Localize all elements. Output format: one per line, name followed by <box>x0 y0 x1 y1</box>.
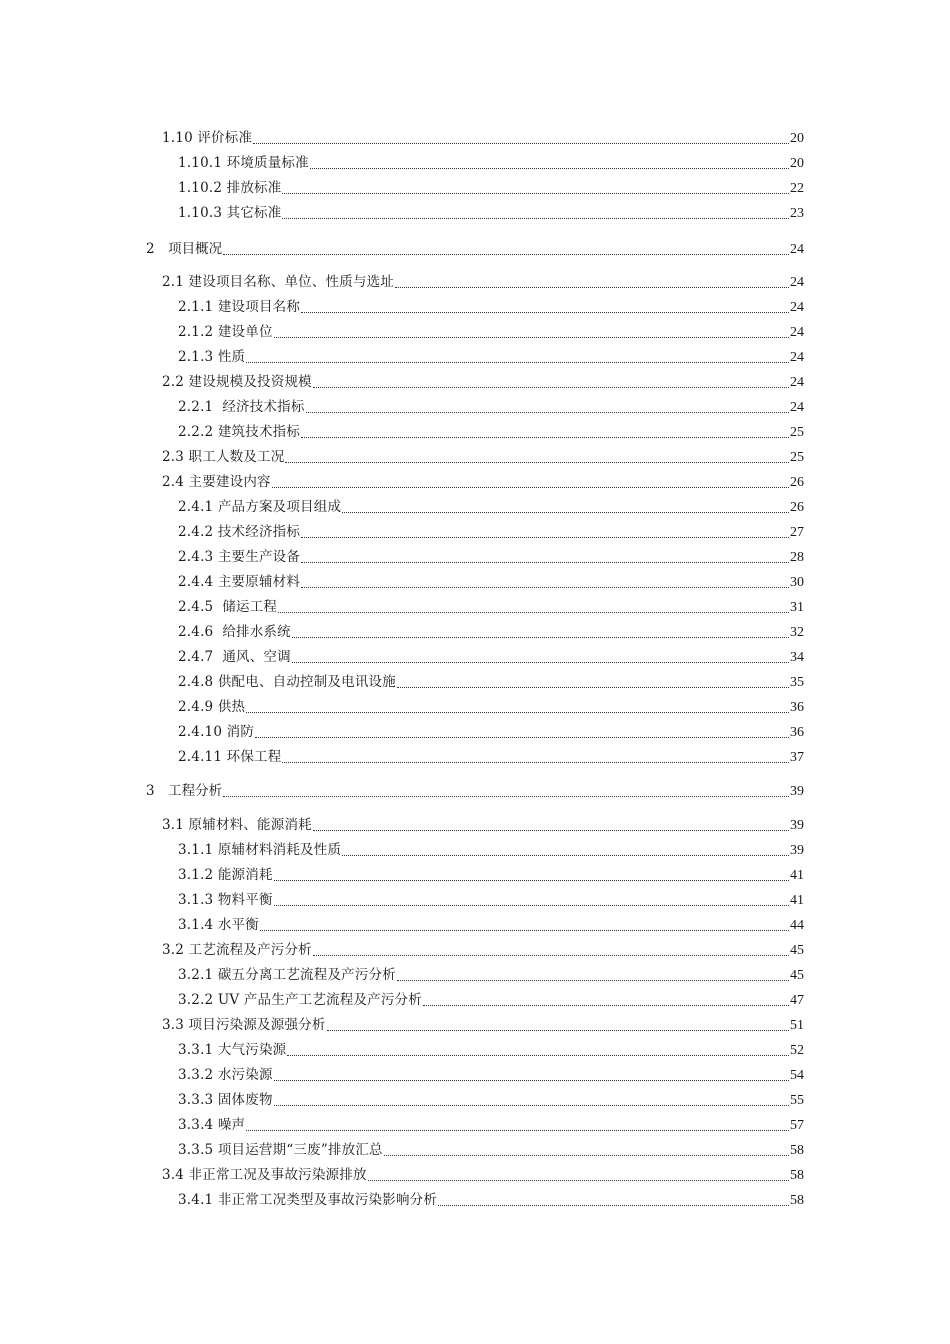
toc-entry[interactable] <box>178 1114 804 1136</box>
toc-leader-dots <box>301 537 789 538</box>
toc-entry[interactable] <box>146 780 804 802</box>
toc-entry-title: 3.4 非正常工况及事故污染源排放 <box>162 1167 367 1183</box>
toc-entry[interactable] <box>146 238 804 260</box>
toc-entry-page-number: 45 <box>790 968 804 983</box>
toc-entry-title: 3.1.2 能源消耗 <box>178 867 273 883</box>
toc-entry-page-number: 24 <box>790 300 804 315</box>
toc-entry[interactable] <box>178 646 804 668</box>
toc-entry[interactable] <box>162 939 804 961</box>
toc-leader-dots <box>287 1055 789 1056</box>
toc-entry[interactable] <box>178 571 804 593</box>
toc-entry[interactable] <box>178 1089 804 1111</box>
toc-entry-title: 1.10.1 环境质量标准 <box>178 155 309 171</box>
toc-entry[interactable] <box>178 621 804 643</box>
toc-leader-dots <box>313 387 789 388</box>
toc-entry-page-number: 54 <box>790 1068 804 1083</box>
toc-leader-dots <box>342 855 789 856</box>
toc-entry[interactable] <box>162 1164 804 1186</box>
toc-entry-title: 3.4.1 非正常工况类型及事故污染影响分析 <box>178 1192 438 1208</box>
toc-entry-page-number: 37 <box>790 750 804 765</box>
toc-entry[interactable] <box>178 864 804 886</box>
toc-entry-page-number: 32 <box>790 625 804 640</box>
toc-entry-page-number: 55 <box>790 1093 804 1108</box>
toc-entry-title: 1.10.3 其它标准 <box>178 205 282 221</box>
toc-entry-page-number: 28 <box>790 550 804 565</box>
toc-leader-dots <box>223 254 789 255</box>
toc-entry[interactable] <box>178 1189 804 1211</box>
toc-entry-title: 3.2.2 UV 产品生产工艺流程及产污分析 <box>178 992 422 1008</box>
toc-entry-title: 1.10.2 排放标准 <box>178 180 282 196</box>
toc-leader-dots <box>223 796 789 797</box>
toc-leader-dots <box>301 437 789 438</box>
toc-leader-dots <box>313 955 789 956</box>
toc-leader-dots <box>292 637 789 638</box>
toc-leader-dots <box>274 337 789 338</box>
toc-entry[interactable] <box>178 546 804 568</box>
toc-entry[interactable] <box>178 1039 804 1061</box>
toc-entry-page-number: 24 <box>790 400 804 415</box>
toc-leader-dots <box>313 830 789 831</box>
toc-leader-dots <box>395 287 789 288</box>
toc-entry[interactable] <box>178 671 804 693</box>
toc-leader-dots <box>274 880 789 881</box>
toc-entry[interactable] <box>178 989 804 1011</box>
toc-entry[interactable] <box>178 521 804 543</box>
toc-entry-page-number: 41 <box>790 868 804 883</box>
toc-entry-page-number: 34 <box>790 650 804 665</box>
toc-entry-title: 2.4.9 供热 <box>178 699 246 715</box>
toc-entry-title: 2.4.3 主要生产设备 <box>178 549 301 565</box>
toc-entry-page-number: 52 <box>790 1043 804 1058</box>
toc-entry-title: 1.10 评价标准 <box>162 130 253 146</box>
toc-entry[interactable] <box>178 914 804 936</box>
toc-entry[interactable] <box>162 446 804 468</box>
toc-leader-dots <box>327 1030 789 1031</box>
toc-entry-page-number: 45 <box>790 943 804 958</box>
toc-entry-title: 3.1.4 水平衡 <box>178 917 259 933</box>
toc-entry-page-number: 57 <box>790 1118 804 1133</box>
toc-entry-page-number: 26 <box>790 500 804 515</box>
toc-entry-title: 2.1.3 性质 <box>178 349 246 365</box>
toc-entry-page-number: 35 <box>790 675 804 690</box>
toc-entry[interactable] <box>178 177 804 199</box>
toc-entry-title: 3.1.3 物料平衡 <box>178 892 273 908</box>
toc-entry-page-number: 58 <box>790 1193 804 1208</box>
toc-entry-title: 2.4.5 储运工程 <box>178 599 278 615</box>
toc-entry-page-number: 23 <box>790 206 804 221</box>
toc-entry[interactable] <box>162 127 804 149</box>
toc-entry-page-number: 39 <box>790 843 804 858</box>
toc-entry-title: 2.4.7 通风、空调 <box>178 649 291 665</box>
toc-entry[interactable] <box>178 964 804 986</box>
toc-entry-title: 2.1 建设项目名称、单位、性质与选址 <box>162 274 395 290</box>
toc-entry-page-number: 39 <box>790 818 804 833</box>
toc-entry-page-number: 25 <box>790 425 804 440</box>
toc-entry-title: 3.1 原辅材料、能源消耗 <box>162 817 312 833</box>
toc-entry-page-number: 20 <box>790 156 804 171</box>
toc-entry-page-number: 31 <box>790 600 804 615</box>
toc-entry-title: 2.4 主要建设内容 <box>162 474 271 490</box>
toc-leader-dots <box>282 218 789 219</box>
toc-entry-title: 2.4.4 主要原辅材料 <box>178 574 301 590</box>
toc-entry-page-number: 24 <box>790 350 804 365</box>
toc-entry-page-number: 27 <box>790 525 804 540</box>
toc-entry[interactable] <box>178 321 804 343</box>
toc-entry-page-number: 58 <box>790 1168 804 1183</box>
toc-entry[interactable] <box>162 1014 804 1036</box>
toc-entry[interactable] <box>162 814 804 836</box>
toc-entry-page-number: 41 <box>790 893 804 908</box>
toc-entry-page-number: 24 <box>790 275 804 290</box>
toc-leader-dots <box>368 1180 789 1181</box>
toc-entry-title: 2.4.10 消防 <box>178 724 255 740</box>
toc-leader-dots <box>246 1130 789 1131</box>
toc-entry-page-number: 30 <box>790 575 804 590</box>
toc-entry-page-number: 24 <box>790 325 804 340</box>
toc-leader-dots <box>255 737 789 738</box>
toc-entry[interactable] <box>178 152 804 174</box>
toc-leader-dots <box>384 1155 789 1156</box>
toc-leader-dots <box>246 362 789 363</box>
toc-leader-dots <box>301 312 789 313</box>
toc-entry[interactable] <box>178 696 804 718</box>
toc-entry[interactable] <box>178 421 804 443</box>
toc-entry-title: 2.3 职工人数及工况 <box>162 449 285 465</box>
toc-leader-dots <box>274 905 789 906</box>
toc-entry-title: 2.4.1 产品方案及项目组成 <box>178 499 342 515</box>
toc-leader-dots <box>282 193 789 194</box>
toc-entry-page-number: 47 <box>790 993 804 1008</box>
toc-entry-title: 3.1.1 原辅材料消耗及性质 <box>178 842 342 858</box>
toc-entry[interactable] <box>178 296 804 318</box>
toc-entry-title: 2.2.2 建筑技术指标 <box>178 424 301 440</box>
toc-leader-dots <box>397 980 789 981</box>
toc-leader-dots <box>260 930 789 931</box>
toc-leader-dots <box>438 1205 789 1206</box>
toc-leader-dots <box>282 762 789 763</box>
toc-entry[interactable] <box>178 839 804 861</box>
toc-leader-dots <box>274 1080 789 1081</box>
toc-entry[interactable] <box>178 596 804 618</box>
toc-entry-page-number: 22 <box>790 181 804 196</box>
toc-leader-dots <box>301 562 789 563</box>
toc-entry-title: 2.1.2 建设单位 <box>178 324 273 340</box>
toc-entry-page-number: 39 <box>790 784 804 799</box>
toc-entry-page-number: 26 <box>790 475 804 490</box>
toc-entry-title: 3 工程分析 <box>146 783 223 799</box>
toc-entry-page-number: 25 <box>790 450 804 465</box>
toc-leader-dots <box>306 412 789 413</box>
toc-entry-title: 3.3 项目污染源及源强分析 <box>162 1017 326 1033</box>
toc-entry-title: 3.3.1 大气污染源 <box>178 1042 287 1058</box>
toc-leader-dots <box>423 1005 789 1006</box>
toc-leader-dots <box>342 512 789 513</box>
toc-entry-title: 2.4.11 环保工程 <box>178 749 282 765</box>
toc-entry-page-number: 44 <box>790 918 804 933</box>
toc-entry[interactable] <box>162 471 804 493</box>
toc-entry[interactable] <box>178 746 804 768</box>
toc-entry-title: 3.3.3 固体废物 <box>178 1092 273 1108</box>
toc-entry-title: 2.2 建设规模及投资规模 <box>162 374 312 390</box>
toc-entry-title: 3.3.4 噪声 <box>178 1117 246 1133</box>
toc-entry-title: 3.3.2 水污染源 <box>178 1067 273 1083</box>
toc-leader-dots <box>272 487 789 488</box>
toc-entry-page-number: 24 <box>790 375 804 390</box>
toc-entry[interactable] <box>178 721 804 743</box>
toc-entry-title: 2.4.6 给排水系统 <box>178 624 291 640</box>
toc-entry[interactable] <box>178 202 804 224</box>
toc-entry-page-number: 51 <box>790 1018 804 1033</box>
toc-entry-title: 3.2.1 碳五分离工艺流程及产污分析 <box>178 967 396 983</box>
toc-entry-title: 3.3.5 项目运营期“三废”排放汇总 <box>178 1142 383 1158</box>
toc-leader-dots <box>274 1105 789 1106</box>
toc-leader-dots <box>292 662 789 663</box>
toc-entry-title: 2 项目概况 <box>146 241 223 257</box>
toc-entry-page-number: 36 <box>790 725 804 740</box>
toc-entry-title: 2.1.1 建设项目名称 <box>178 299 301 315</box>
toc-entry[interactable] <box>162 371 804 393</box>
toc-entry[interactable] <box>178 1139 804 1161</box>
toc-entry-page-number: 36 <box>790 700 804 715</box>
toc-entry-title: 3.2 工艺流程及产污分析 <box>162 942 312 958</box>
toc-leader-dots <box>310 168 789 169</box>
toc-entry-page-number: 20 <box>790 131 804 146</box>
toc-entry[interactable] <box>178 396 804 418</box>
toc-entry-title: 2.4.8 供配电、自动控制及电讯设施 <box>178 674 396 690</box>
toc-leader-dots <box>397 687 789 688</box>
toc-entry[interactable] <box>178 346 804 368</box>
toc-entry[interactable] <box>178 889 804 911</box>
toc-leader-dots <box>301 587 789 588</box>
toc-entry-title: 2.4.2 技术经济指标 <box>178 524 301 540</box>
toc-leader-dots <box>253 143 789 144</box>
toc-leader-dots <box>285 462 789 463</box>
toc-entry-title: 2.2.1 经济技术指标 <box>178 399 305 415</box>
toc-entry-page-number: 24 <box>790 242 804 257</box>
toc-leader-dots <box>246 712 789 713</box>
toc-entry[interactable] <box>178 496 804 518</box>
toc-entry[interactable] <box>162 271 804 293</box>
toc-leader-dots <box>278 612 789 613</box>
toc-entry[interactable] <box>178 1064 804 1086</box>
toc-entry-page-number: 58 <box>790 1143 804 1158</box>
